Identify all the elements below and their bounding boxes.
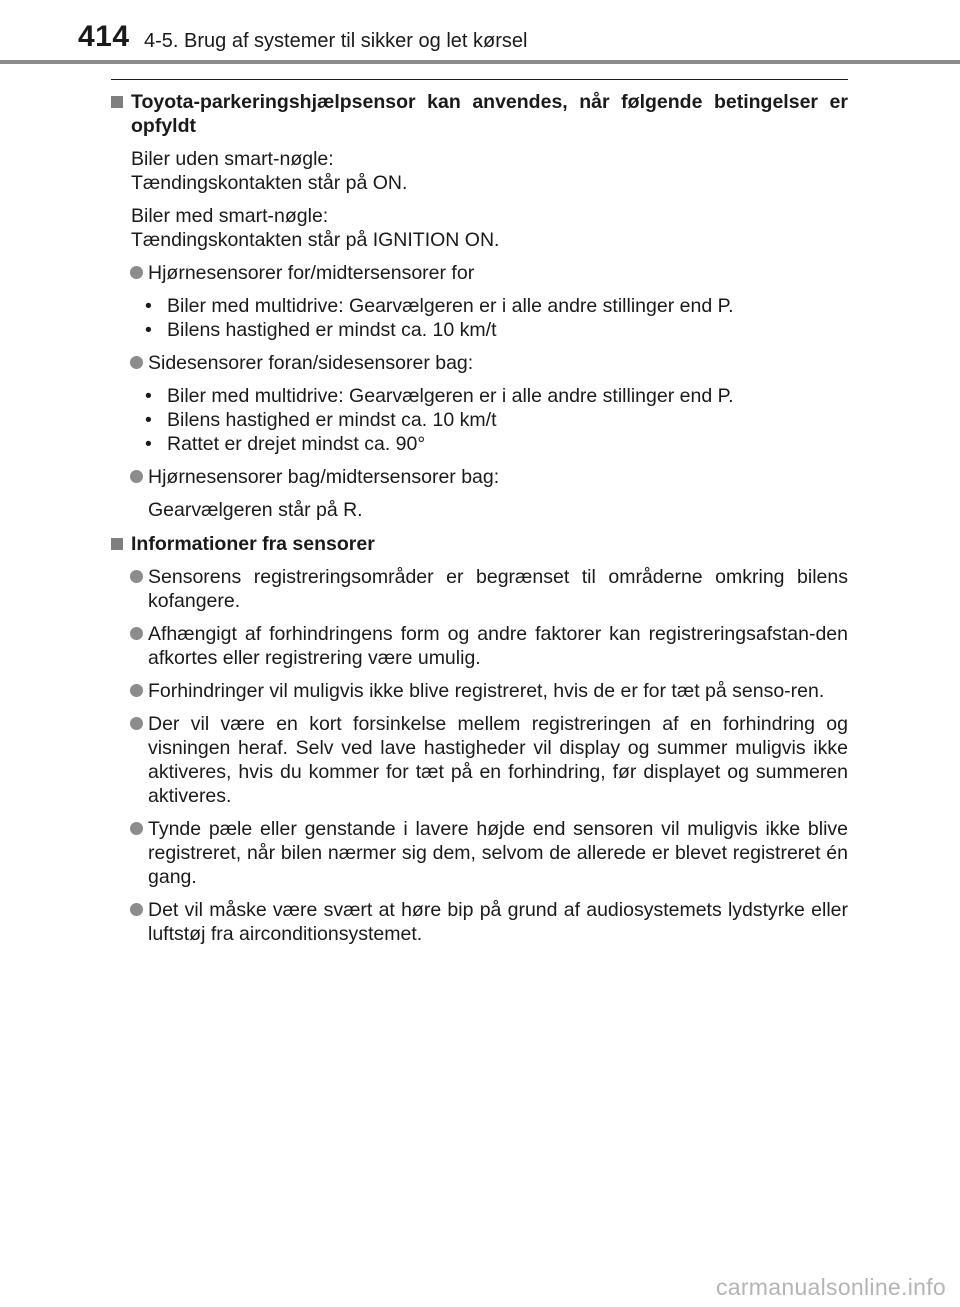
circle-bullet-icon <box>130 470 143 483</box>
circle-bullet-icon <box>130 717 143 730</box>
list-item-side-sensors: Sidesensorer foran/sidesensorer bag: <box>111 351 848 375</box>
watermark: carmanualsonline.info <box>715 1274 946 1300</box>
circle-bullet-icon <box>130 356 143 369</box>
list-item: • Bilens hastighed er mindst ca. 10 km/t <box>145 319 497 341</box>
list-item: Forhindringer vil muligvis ikke blive registreret, hvis de er for tæt på senso-ren. <box>111 679 848 703</box>
front-sensor-conditions <box>111 294 848 342</box>
side-sensor-conditions <box>111 384 848 456</box>
square-bullet-icon <box>111 538 123 550</box>
list-item: • Biler med multidrive: Gearvælgeren er i alle andre stillinger end P. <box>145 295 734 317</box>
circle-bullet-icon <box>130 570 143 583</box>
circle-bullet-icon <box>130 266 143 279</box>
circle-bullet-icon <box>130 627 143 640</box>
paragraph-with-smart-key: Biler med smart-nøgle: Tændingskontakten står på IGNITION ON. <box>131 205 500 251</box>
page-content <box>111 90 848 946</box>
content-top-divider <box>111 79 848 80</box>
list-item: • Bilens hastighed er mindst ca. 10 km/t <box>145 409 497 431</box>
list-item: Det vil måske være svært at høre bip på grund af audiosystemets lydstyrke eller luftstøj fra airconditionsystemet. <box>111 898 848 946</box>
page-number: 414 <box>78 20 130 53</box>
list-item: Tynde pæle eller genstande i lavere højde end sensoren vil muligvis ikke blive registreret, når bilen nærmer sig dem, selvom de allerede er blevet registreret én gang. <box>111 817 848 889</box>
section-heading-sensor-info: Informationer fra sensorer <box>111 532 848 556</box>
list-item: Der vil være en kort forsinkelse mellem registreringen af en forhindring og visningen heraf. Selv ved lave hastigheder vil display og summer muligvis ikke aktiveres, hvis du kommer for tæt på en forhindring, før displayet og summeren aktiveres. <box>111 712 848 808</box>
circle-bullet-icon <box>130 903 143 916</box>
list-item-rear-sensors: Hjørnesensorer bag/midtersensorer bag: <box>111 465 848 489</box>
circle-bullet-icon <box>130 822 143 835</box>
list-item: • Rattet er drejet mindst ca. 90° <box>145 433 426 455</box>
rear-sensor-condition: Gearvælgeren står på R. <box>148 499 363 521</box>
chapter-title: 4-5. Brug af systemer til sikker og let kørsel <box>144 30 528 52</box>
circle-bullet-icon <box>130 684 143 697</box>
page-header <box>0 0 960 66</box>
list-item: Sensorens registreringsområder er begrænset til områderne omkring bilens kofangere. <box>111 565 848 613</box>
list-item: • Biler med multidrive: Gearvælgeren er i alle andre stillinger end P. <box>145 385 734 407</box>
paragraph-without-smart-key: Biler uden smart-nøgle: Tændingskontakten står på ON. <box>131 148 408 194</box>
header-divider <box>0 60 960 64</box>
section-heading-conditions: Toyota-parkeringshjælpsensor kan anvendes, når følgende betingelser er opfyldt <box>111 90 848 138</box>
list-item-front-sensors: Hjørnesensorer for/midtersensorer for <box>111 261 848 285</box>
square-bullet-icon <box>111 96 123 108</box>
list-item: Afhængigt af forhindringens form og andre faktorer kan registreringsafstan-den afkortes eller registrering være umulig. <box>111 622 848 670</box>
